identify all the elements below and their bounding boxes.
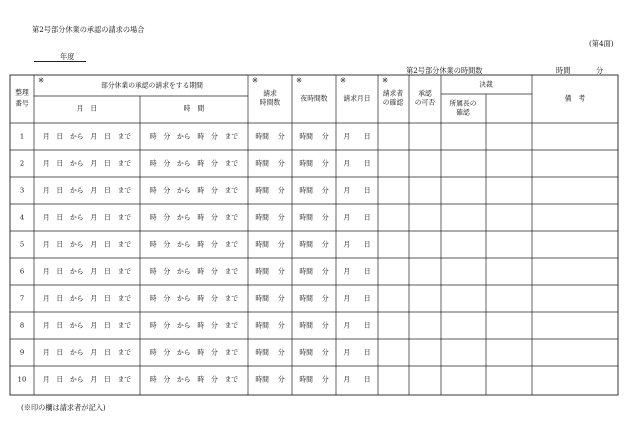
request-date-header: 請求月日 [343, 94, 371, 103]
row-night-hours: 時間 分 [299, 132, 329, 141]
row-request-date: 月 日 [343, 159, 371, 168]
row-request-date: 月 日 [343, 348, 371, 357]
row-request-date: 月 日 [343, 132, 371, 141]
row-request-hours: 時間 分 [255, 186, 285, 195]
row-request-date: 月 日 [343, 294, 371, 303]
hours-summary-minute-unit: 分 [596, 66, 604, 75]
row-request-hours: 時間 分 [255, 375, 285, 384]
approval-header-line1: 承認 [418, 89, 432, 98]
remarks-header: 備 考 [564, 94, 586, 103]
row-night-hours: 時間 分 [299, 240, 329, 249]
row-date-range: 月 日 から 月 日 まで [42, 294, 132, 303]
decision-header: 決裁 [479, 80, 493, 89]
row-date-range: 月 日 から 月 日 まで [42, 132, 132, 141]
row-night-hours: 時間 分 [299, 267, 329, 276]
row-time-range: 時 分 から 時 分 まで [149, 240, 239, 249]
row-night-hours: 時間 分 [299, 159, 329, 168]
row-request-date: 月 日 [343, 321, 371, 330]
row-request-hours: 時間 分 [255, 240, 285, 249]
request-hours-header-line1: 請求 [263, 89, 277, 98]
form-title: 第2号部分休業の承認の請求の場合 [32, 25, 145, 34]
hours-summary-hour-unit: 時間 [556, 66, 571, 75]
requester-confirm-header-line2: の確認 [382, 98, 404, 107]
row-time-range: 時 分 から 時 分 まで [149, 186, 239, 195]
row-request-hours: 時間 分 [255, 348, 285, 357]
row-time-range: 時 分 から 時 分 まで [149, 213, 239, 222]
row-date-range: 月 日 から 月 日 まで [42, 240, 132, 249]
row-request-date: 月 日 [343, 267, 371, 276]
night-hours-header: 夜時間数 [300, 94, 328, 103]
row-request-hours: 時間 分 [255, 213, 285, 222]
row-number: 4 [19, 213, 25, 222]
row-night-hours: 時間 分 [299, 186, 329, 195]
serial-number-header-line2: 番号 [15, 99, 29, 108]
row-request-hours: 時間 分 [255, 132, 285, 141]
requester-confirm-header-line1: 請求者 [382, 89, 404, 98]
row-number: 7 [19, 294, 25, 303]
row-night-hours: 時間 分 [299, 348, 329, 357]
row-request-hours: 時間 分 [255, 321, 285, 330]
night-hours-mark: ※ [296, 76, 302, 85]
year-label: 年度 [60, 52, 75, 61]
date-header: 月 日 [76, 104, 98, 113]
form-number: (第4面) [589, 39, 614, 48]
row-time-range: 時 分 から 時 分 まで [149, 294, 239, 303]
row-number: 9 [19, 348, 25, 357]
row-night-hours: 時間 分 [299, 213, 329, 222]
row-number: 10 [17, 375, 27, 384]
row-request-date: 月 日 [343, 213, 371, 222]
row-number: 1 [19, 132, 25, 141]
row-time-range: 時 分 から 時 分 まで [149, 321, 239, 330]
row-number: 6 [19, 267, 25, 276]
row-request-date: 月 日 [343, 240, 371, 249]
row-number: 2 [19, 159, 25, 168]
row-request-date: 月 日 [343, 375, 371, 384]
row-date-range: 月 日 から 月 日 まで [42, 348, 132, 357]
row-request-date: 月 日 [343, 186, 371, 195]
row-number: 5 [19, 240, 25, 249]
row-number: 8 [19, 321, 25, 330]
row-time-range: 時 分 から 時 分 まで [149, 348, 239, 357]
period-mark: ※ [38, 76, 44, 85]
row-date-range: 月 日 から 月 日 まで [42, 159, 132, 168]
row-night-hours: 時間 分 [299, 294, 329, 303]
row-time-range: 時 分 から 時 分 まで [149, 375, 239, 384]
request-hours-header-line2: 時間数 [259, 98, 281, 107]
row-request-hours: 時間 分 [255, 159, 285, 168]
requester-confirm-mark: ※ [382, 76, 388, 85]
hours-summary-label: 第2号部分休業の時間数 [406, 66, 483, 75]
row-time-range: 時 分 から 時 分 まで [149, 159, 239, 168]
request-hours-mark: ※ [252, 76, 258, 85]
serial-number-header-line1: 整理 [15, 88, 29, 97]
row-time-range: 時 分 から 時 分 まで [149, 267, 239, 276]
approval-header-line2: の可否 [414, 98, 436, 107]
row-request-hours: 時間 分 [255, 267, 285, 276]
row-night-hours: 時間 分 [299, 321, 329, 330]
row-time-range: 時 分 から 時 分 まで [149, 132, 239, 141]
chief-confirm-header-line1: 所属長の [449, 99, 477, 108]
chief-confirm-header-line2: 確認 [456, 108, 470, 117]
row-date-range: 月 日 から 月 日 まで [42, 321, 132, 330]
row-date-range: 月 日 から 月 日 まで [42, 375, 132, 384]
request-date-mark: ※ [340, 76, 346, 85]
row-night-hours: 時間 分 [299, 375, 329, 384]
period-header: 部分休業の承認の請求をする期間 [101, 81, 203, 90]
row-date-range: 月 日 から 月 日 まで [42, 186, 132, 195]
row-date-range: 月 日 から 月 日 まで [42, 213, 132, 222]
row-number: 3 [19, 186, 25, 195]
row-request-hours: 時間 分 [255, 294, 285, 303]
row-date-range: 月 日 から 月 日 まで [42, 267, 132, 276]
footnote: (※印の欄は請求者が記入) [21, 403, 106, 412]
time-header: 時 間 [183, 104, 205, 113]
